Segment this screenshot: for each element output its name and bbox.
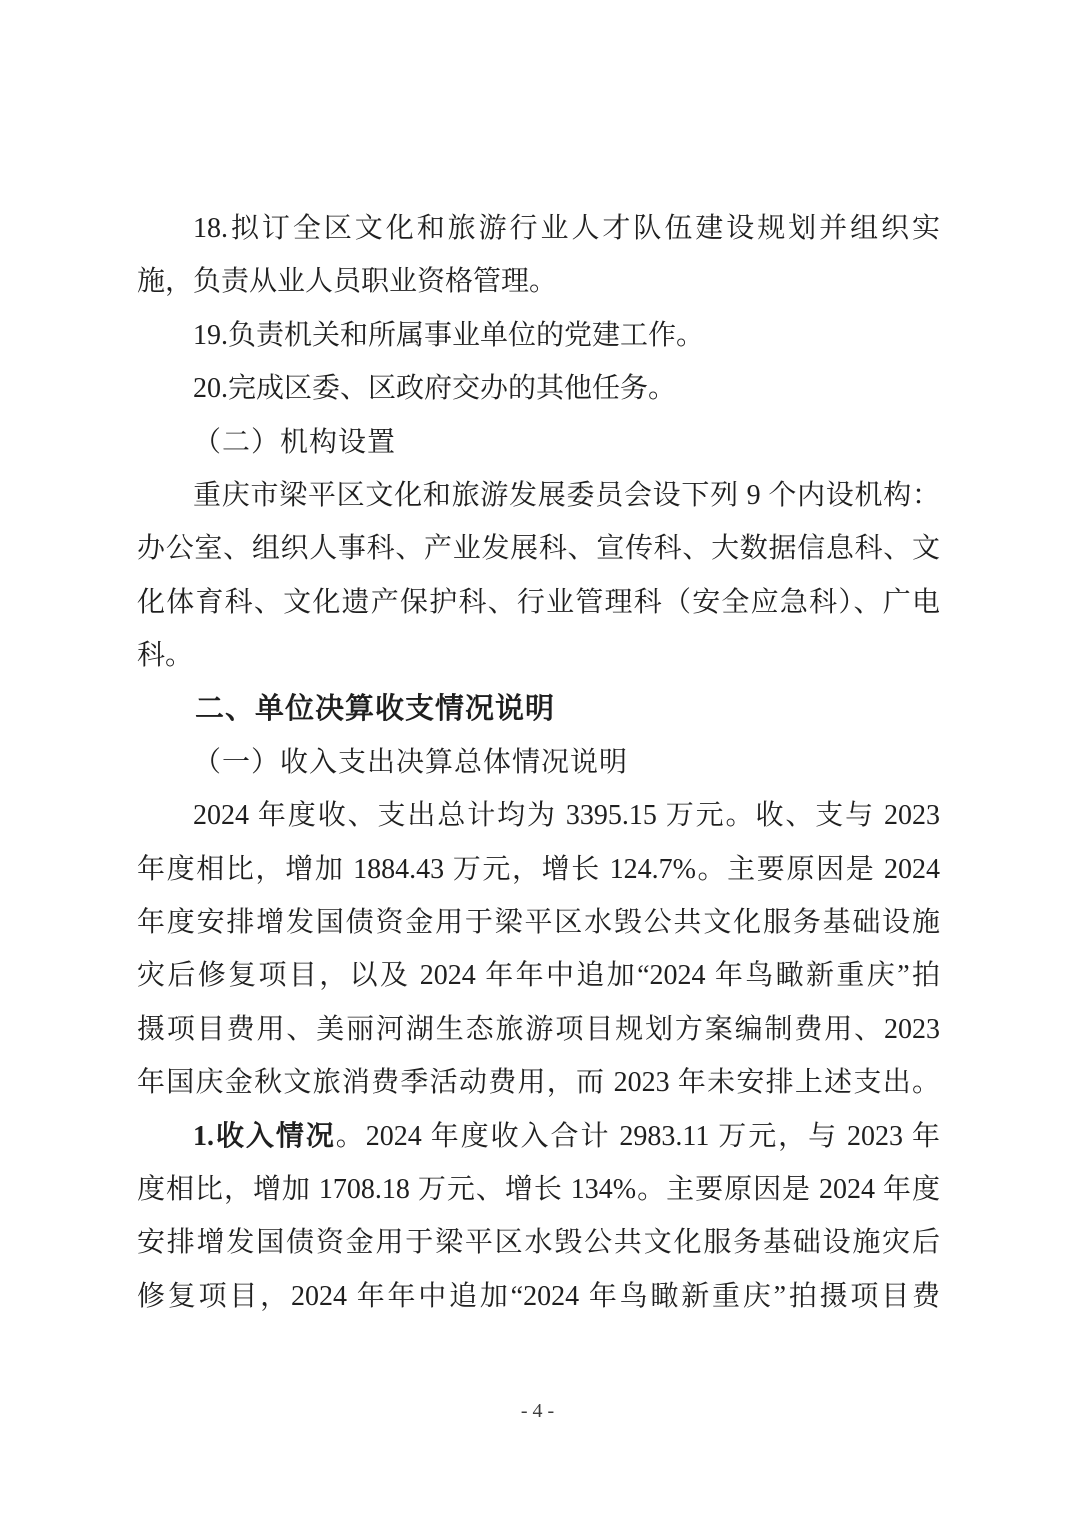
inline-bold-income-label: 1.收入情况 [193, 1120, 336, 1152]
body-line-task-20: 20.完成区委、区政府交办的其他任务。 [193, 373, 677, 405]
document-body [137, 202, 940, 1323]
body-line-income-1 [137, 1110, 940, 1163]
section-heading-budget-statement: 二、单位决算收支情况说明 [195, 692, 556, 725]
body-line-overall-2: 年度相比，增加 1884.43 万元，增长 124.7%。主要原因是 2024 [137, 853, 940, 885]
body-line-overall-1: 2024 年度收、支出总计均为 3395.15 万元。收、支与 2023 [193, 800, 940, 832]
body-line-income-4: 修复项目，2024 年年中追加“2024 年鸟瞰新重庆”拍摄项目费 [137, 1280, 940, 1312]
body-line-task-18: 18.拟订全区文化和旅游行业人才队伍建设规划并组织实 [193, 213, 940, 244]
body-line-overall-3: 年度安排增发国债资金用于梁平区水毁公共文化服务基础设施 [137, 907, 940, 939]
body-line-overall-4: 灾后修复项目，以及 2024 年年中追加“2024 年鸟瞰新重庆”拍 [137, 960, 940, 992]
body-line-income-2: 度相比，增加 1708.18 万元、增长 134%。主要原因是 2024 年度 [137, 1174, 940, 1206]
body-line-task-19: 19.负责机关和所属事业单位的党建工作。 [193, 319, 705, 351]
body-line-income-3: 安排增发国债资金用于梁平区水毁公共文化服务基础设施灾后 [137, 1227, 940, 1259]
body-line-overall-6: 年国庆金秋文旅消费季活动费用，而 2023 年未安排上述支出。 [137, 1067, 940, 1099]
subsection-heading-org-setup: （二）机构设置 [193, 426, 397, 458]
body-line-income-1-rest: 。2024 年度收入合计 2983.11 万元，与 2023 年 [335, 1120, 940, 1152]
body-line-org-1: 重庆市梁平区文化和旅游发展委员会设下列 9 个内设机构： [193, 479, 940, 511]
body-line-task-18-cont: 施，负责从业人员职业资格管理。 [137, 266, 558, 298]
body-line-org-2: 办公室、组织人事科、产业发展科、宣传科、大数据信息科、文 [137, 533, 940, 565]
body-line-org-4: 科。 [137, 640, 194, 672]
page-number: - 4 - [520, 1400, 555, 1422]
subsection-heading-overall-situation: （一）收入支出决算总体情况说明 [193, 746, 629, 778]
body-line-org-3: 化体育科、文化遗产保护科、行业管理科（安全应急科）、广电 [137, 586, 940, 618]
body-line-overall-5: 摄项目费用、美丽河湖生态旅游项目规划方案编制费用、2023 [137, 1013, 940, 1045]
